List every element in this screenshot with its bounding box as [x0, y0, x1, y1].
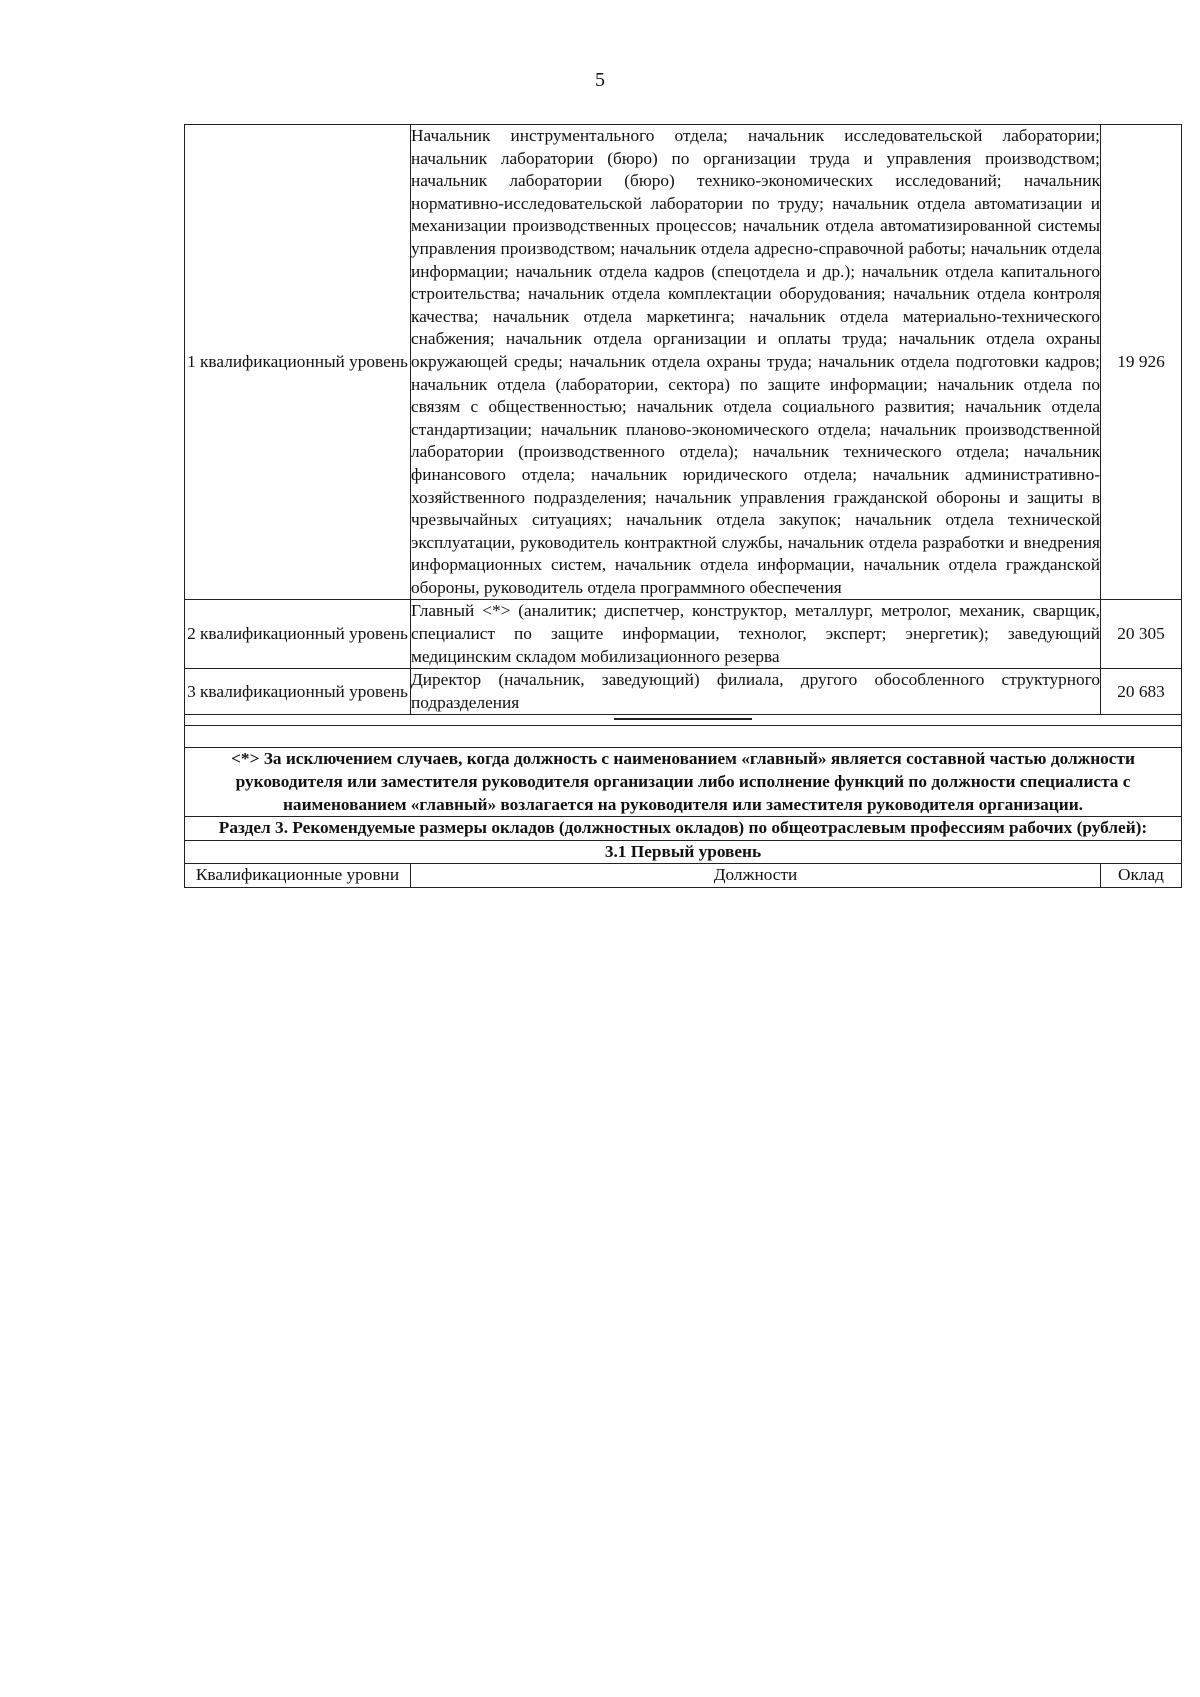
- positions-cell: Начальник инструментального отдела; начальник исследовательской лаборатории; начальник лаборатории (бюро) по организации труда и управления производством; начальник лаборатории (бюро) технико-экономических исследований; начальник нормативно-исследовательской лаборатории по труду; начальник отдела автоматизации и механизации производственных процессов; начальник отдела автоматизированной системы управления производством; начальник отдела адресно-справочной работы; начальник отдела информации; начальник отдела кадров (спецотдела и др.); начальник отдела капитального строительства; начальник отдела комплектации оборудования; начальник отдела контроля качества; начальник отдела маркетинга; начальник отдела материально-технического снабжения; начальник отдела организации и оплаты труда; начальник отдела охраны окружающей среды; начальник отдела охраны труда; начальник отдела подготовки кадров; начальник отдела (лаборатории, сектора) по защите информации; начальник отдела по связям с общественностью; начальник отдела социального развития; начальник отдела стандартизации; начальник планово-экономического отдела; начальник производственной лаборатории (производственного отдела); начальник технического отдела; начальник финансового отдела; начальник юридического отдела; начальник административно-хозяйственного подразделения; начальник управления гражданской обороны и защиты в чрезвычайных ситуациях; начальник отдела закупок; начальник отдела технической эксплуатации, руководитель контрактной службы, начальник отдела разработки и внедрения информационных систем, начальник отдела информации, начальник отдела гражданской обороны, руководитель отдела программного обеспечения: [411, 125, 1101, 600]
- header-salary: Оклад: [1101, 864, 1182, 888]
- header-positions: Должности: [411, 864, 1101, 888]
- section-title: Раздел 3. Рекомендуемые размеры окладов (должностных окладов) по общеотраслевым профессиям рабочих (рублей):: [185, 817, 1182, 841]
- salary-table: [184, 124, 1182, 888]
- footnote-text: <*> За исключением случаев, когда должность с наименованием «главный» является составной частью должности руководителя или заместителя руководителя организации либо исполнение функций по должности специалиста с наименованием «главный» возлагается на руководителя или заместителя руководителя организации.: [185, 748, 1182, 817]
- section-row: [185, 817, 1182, 841]
- level-cell: 2 квалификационный уровень: [185, 600, 411, 669]
- table-header-row: [185, 864, 1182, 888]
- separator-row: [185, 715, 1182, 726]
- page-number: 5: [595, 69, 605, 91]
- subsection-row: [185, 840, 1182, 864]
- subsection-title: 3.1 Первый уровень: [185, 840, 1182, 864]
- salary-cell: 20 305: [1101, 600, 1182, 669]
- table-row-level-3: [185, 669, 1182, 715]
- header-levels: Квалификационные уровни: [185, 864, 411, 888]
- positions-cell: Директор (начальник, заведующий) филиала, другого обособленного структурного подразделения: [411, 669, 1101, 715]
- footnote-row: [185, 748, 1182, 817]
- salary-cell: 19 926: [1101, 125, 1182, 600]
- table-row-level-1: [185, 125, 1182, 600]
- blank-row: [185, 726, 1182, 748]
- positions-cell: Главный <*> (аналитик; диспетчер, конструктор, металлург, метролог, механик, сварщик, специалист по защите информации, технолог, эксперт; энергетик); заведующий медицинским складом мобилизационного резерва: [411, 600, 1101, 669]
- footnote-separator-line: [614, 718, 752, 720]
- level-cell: 1 квалификационный уровень: [185, 125, 411, 600]
- level-cell: 3 квалификационный уровень: [185, 669, 411, 715]
- table-row-level-2: [185, 600, 1182, 669]
- salary-cell: 20 683: [1101, 669, 1182, 715]
